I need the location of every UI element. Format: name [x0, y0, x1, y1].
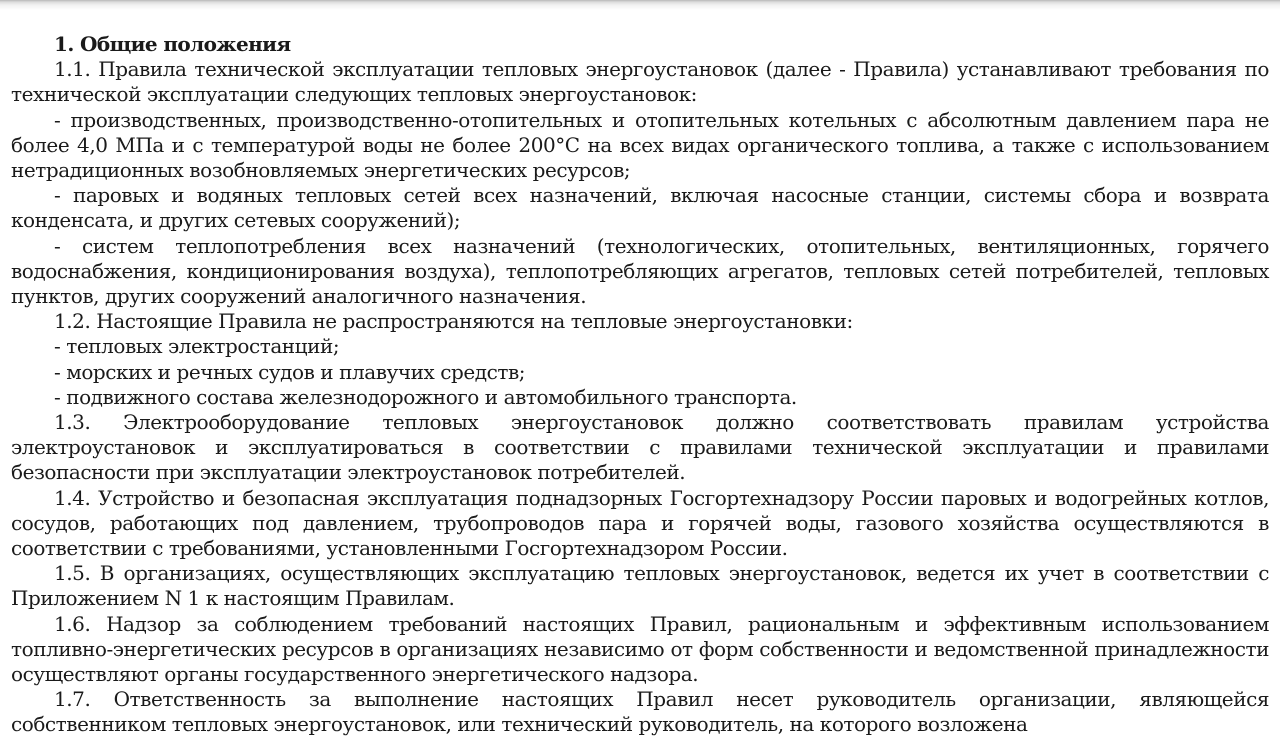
- paragraph-1-6: 1.6. Надзор за соблюдением требований настоящих Правил, рациональным и эффективным использованием топливно-энергетических ресурсов в организациях независимо от форм собственности и ведомственной принадлежности осуществляют органы государственного энергетического надзора.: [11, 611, 1269, 687]
- paragraph-1-3: 1.3. Электрооборудование тепловых энергоустановок должно соответствовать правилам устройства электроустановок и эксплуатироваться в соответствии с правилами технической эксплуатации и правилами безопасности при эксплуатации электроустановок потребителей.: [11, 410, 1269, 485]
- document-page: [11, 32, 1269, 738]
- paragraph-1-5: 1.5. В организациях, осуществляющих эксплуатацию тепловых энергоустановок, ведется их учет в соответствии с Приложением N 1 к настоящим Правилам.: [11, 561, 1269, 611]
- paragraph-1-7: 1.7. Ответственность за выполнение настоящих Правил несет руководитель организации, являющейся собственником тепловых энергоустановок, или технический руководитель, на которого возложена: [11, 687, 1269, 737]
- paragraph-1-4: 1.4. Устройство и безопасная эксплуатация поднадзорных Госгортехнадзору России паровых и водогрейных котлов, сосудов, работающих под давлением, трубопроводов пара и горячей воды, газового хозяйства осуществляются в соответствии с требованиями, установленными Госгортехнадзором России.: [11, 485, 1269, 561]
- list-item-rolling-stock: - подвижного состава железнодорожного и автомобильного транспорта.: [54, 384, 797, 409]
- list-item-vessels: - морских и речных судов и плавучих средств;: [54, 359, 526, 384]
- list-item-heat-networks: - паровых и водяных тепловых сетей всех назначений, включая насосные станции, системы сбора и возврата конденсата, и других сетевых сооружений);: [11, 183, 1269, 233]
- paragraph-1-2: 1.2. Настоящие Правила не распространяются на тепловые энергоустановки:: [54, 309, 853, 334]
- viewer-top-shadow: [0, 0, 1280, 10]
- paragraph-1-1: 1.1. Правила технической эксплуатации тепловых энергоустановок (далее - Правила) устанавливают требования по технической эксплуатации следующих тепловых энергоустановок:: [11, 57, 1269, 107]
- list-item-power-plants: - тепловых электростанций;: [54, 334, 340, 359]
- section-title: 1. Общие положения: [54, 32, 291, 56]
- list-item-heat-consumption: - систем теплопотребления всех назначений (технологических, отопительных, вентиляционных, горячего водоснабжения, кондиционирования воздуха), теплопотребляющих агрегатов, тепловых сетей потребителей, тепловых пунктов, других сооружений аналогичного назначения.: [11, 233, 1269, 309]
- list-item-boilers: - производственных, производственно-отопительных и отопительных котельных с абсолютным давлением пара не более 4,0 МПа и с температурой воды не более 200°С на всех видах органического топлива, а также с использованием нетрадиционных возобновляемых энергетических ресурсов;: [11, 107, 1269, 183]
